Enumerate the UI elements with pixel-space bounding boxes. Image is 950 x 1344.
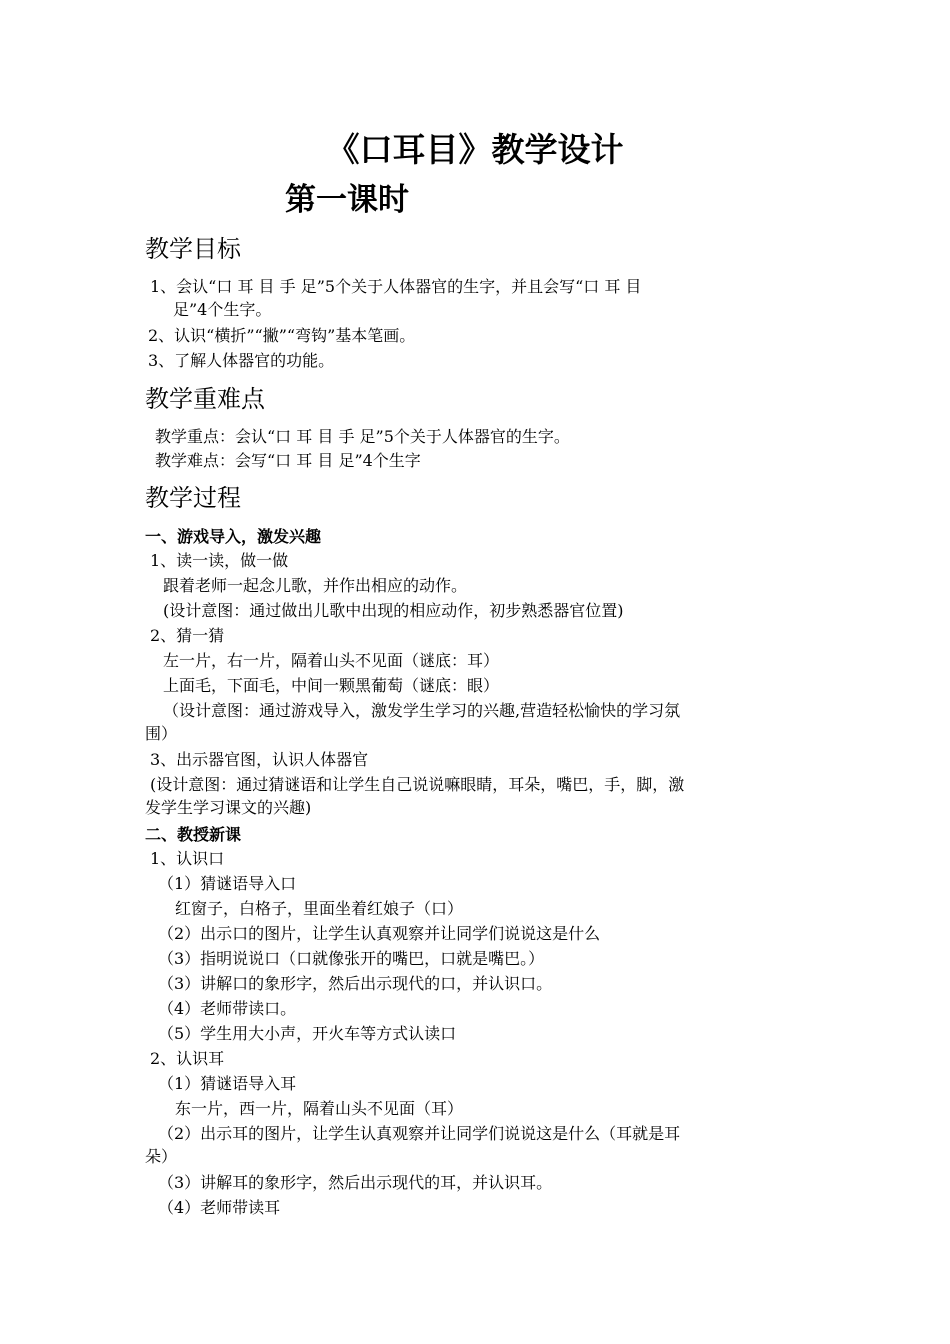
document-title: 《口耳目》教学设计: [326, 130, 624, 169]
objective-item: 2、认识“横折”“撇”“弯钩”基本笔画。: [148, 326, 416, 345]
process-line: 左一片，右一片，隔着山头不见面（谜底：耳）: [163, 651, 500, 670]
process-line: （3）指明说说口（口就像张开的嘴巴，口就是嘴巴。）: [158, 949, 545, 968]
objective-item: 足”4个生字。: [173, 300, 272, 319]
process-line: 2、认识耳: [150, 1049, 225, 1068]
process-line: 上面毛，下面毛，中间一颗黑葡萄（谜底：眼）: [163, 676, 500, 695]
process-line: 红窗子，白格子，里面坐着红娘子（口）: [175, 899, 464, 918]
objective-item: 3、了解人体器官的功能。: [148, 351, 335, 370]
keypoints-heading: 教学重难点: [145, 385, 265, 413]
process-line: 围）: [145, 724, 178, 743]
document-subtitle: 第一课时: [285, 182, 409, 218]
process-line: 跟着老师一起念儿歌，并作出相应的动作。: [163, 576, 468, 595]
process-line: 东一片，西一片，隔着山头不见面（耳）: [175, 1099, 464, 1118]
process-line: （3）讲解口的象形字，然后出示现代的口，并认识口。: [158, 974, 553, 993]
keypoint-item: 教学难点：会写“口 耳 目 足”4个生字: [155, 451, 421, 470]
process-line: 1、读一读，做一做: [150, 551, 289, 570]
process-line: 朵）: [145, 1147, 178, 1166]
process-line: （1）猜谜语导入耳: [158, 1074, 297, 1093]
process-line: 2、猜一猜: [150, 626, 225, 645]
process-line: （1）猜谜语导入口: [158, 874, 297, 893]
process-line: （设计意图：通过游戏导入，激发学生学习的兴趣,营造轻松愉快的学习氛: [163, 701, 681, 720]
process-line: 3、出示器官图，认识人体器官: [150, 750, 369, 769]
process-heading: 教学过程: [145, 484, 241, 512]
process-line: (设计意图：通过做出儿歌中出现的相应动作，初步熟悉器官位置): [163, 601, 624, 620]
process-step-heading: 一、游戏导入，激发兴趣: [145, 527, 322, 546]
process-line: （3）讲解耳的象形字，然后出示现代的耳，并认识耳。: [158, 1173, 553, 1192]
process-line: （2）出示口的图片，让学生认真观察并让同学们说说这是什么: [158, 924, 601, 943]
process-line: 1、认识口: [150, 849, 225, 868]
process-step-heading: 二、教授新课: [145, 825, 242, 844]
keypoint-item: 教学重点：会认“口 耳 目 手 足”5个关于人体器官的生字。: [155, 427, 570, 446]
process-line: （4）老师带读口。: [158, 999, 297, 1018]
process-line: （5）学生用大小声，开火车等方式认读口: [158, 1024, 457, 1043]
objectives-heading: 教学目标: [145, 235, 241, 263]
process-line: （4）老师带读耳: [158, 1198, 281, 1217]
objective-item: 1、会认“口 耳 目 手 足”5个关于人体器官的生字，并且会写“口 耳 目: [150, 277, 642, 296]
process-line: （2）出示耳的图片，让学生认真观察并让同学们说说这是什么（耳就是耳: [158, 1124, 681, 1143]
process-line: (设计意图：通过猜谜语和让学生自己说说嘛眼睛，耳朵，嘴巴，手，脚，激: [150, 775, 685, 794]
process-line: 发学生学习课文的兴趣): [145, 798, 312, 817]
